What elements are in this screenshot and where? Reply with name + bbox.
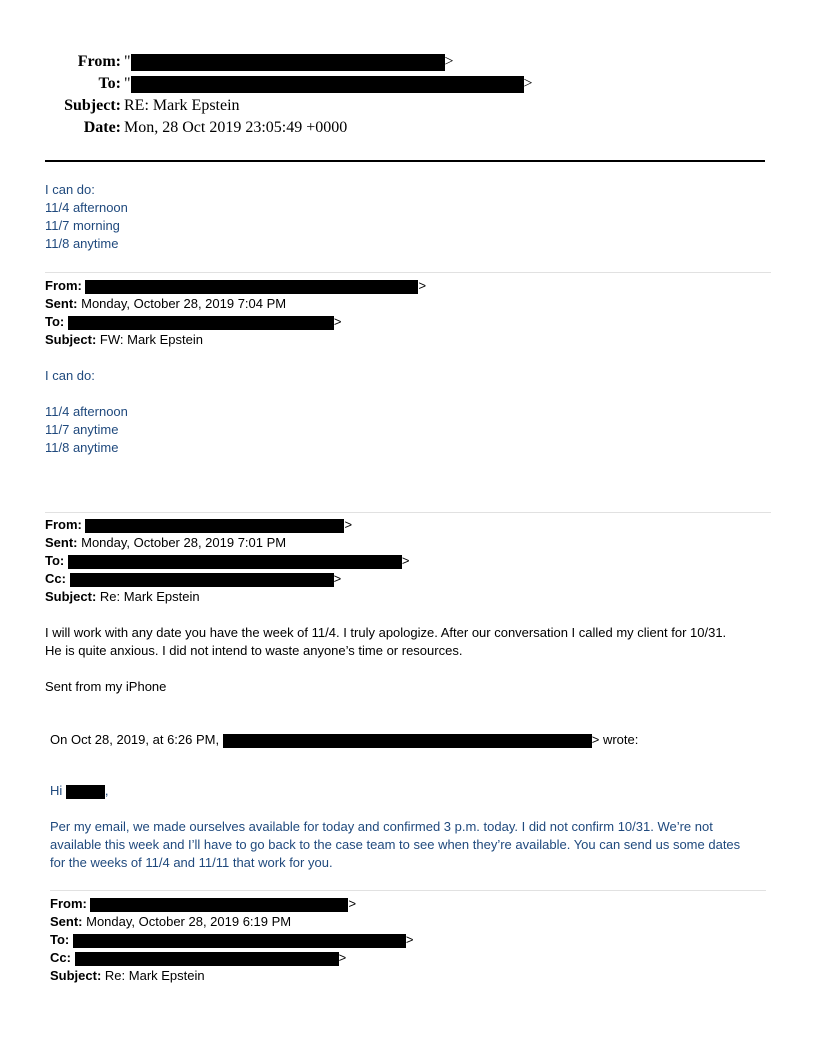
body-line: Per my email, we made ourselves available for today and confirmed 3 p.m. today. I did not confirm 10/31. We’re not	[50, 819, 713, 834]
msg-sent-value: Monday, October 28, 2019 7:01 PM	[81, 535, 287, 550]
redaction-block	[85, 519, 344, 533]
reply-body	[45, 181, 128, 253]
msg-from-gt: >	[344, 517, 353, 532]
header-to-gt: >	[523, 75, 533, 92]
redaction-block	[68, 316, 334, 330]
msg-sent-label: Sent:	[45, 535, 78, 550]
reply-line: 11/4 afternoon	[45, 200, 128, 215]
header-date-label: Date:	[83, 119, 121, 136]
msg-cc-gt: >	[338, 950, 347, 965]
header-to-quote: "	[124, 75, 131, 92]
msg-sent-row	[50, 913, 413, 931]
msg-to-row	[45, 313, 426, 331]
msg-sent-row	[45, 534, 409, 552]
msg-subject-row	[45, 331, 426, 349]
message-separator	[50, 890, 766, 891]
msg-subject-row	[45, 588, 409, 606]
redaction-block	[131, 76, 524, 93]
msg-from-row	[45, 516, 409, 534]
blank-line	[45, 385, 128, 403]
redaction-block	[223, 734, 592, 748]
greeting-text: Hi	[50, 783, 63, 798]
blank-line	[45, 660, 726, 678]
redaction-block	[131, 54, 445, 71]
body-line: 11/4 afternoon	[45, 404, 128, 419]
header-divider	[45, 160, 765, 162]
msg-sent-value: Monday, October 28, 2019 7:04 PM	[81, 296, 287, 311]
header-from-value	[124, 52, 454, 72]
header-to-value	[124, 74, 533, 94]
redaction-block	[75, 952, 339, 966]
body-line: 11/7 anytime	[45, 422, 119, 437]
header-from-label: From:	[77, 53, 121, 70]
msg-from-row	[50, 895, 413, 913]
msg-subject-label: Subject:	[50, 968, 102, 983]
msg-from-row	[45, 277, 426, 295]
msg-subject-value: Re: Mark Epstein	[99, 589, 200, 604]
message-body	[45, 367, 128, 457]
header-date-value: Mon, 28 Oct 2019 23:05:49 +0000	[124, 119, 348, 136]
redaction-block	[68, 555, 402, 569]
msg-to-row	[50, 931, 413, 949]
quoted-body	[50, 818, 740, 872]
msg-sent-row	[45, 295, 426, 313]
message-header	[50, 895, 413, 985]
msg-subject-row	[50, 967, 413, 985]
redaction-block	[85, 280, 418, 294]
msg-to-row	[45, 552, 409, 570]
header-to-label: To:	[98, 75, 121, 92]
msg-cc-label: Cc:	[45, 571, 66, 586]
msg-to-gt: >	[401, 553, 410, 568]
redaction-block	[70, 573, 334, 587]
header-from-gt: >	[444, 53, 454, 70]
msg-from-label: From:	[45, 278, 82, 293]
msg-to-gt: >	[333, 314, 342, 329]
greeting-comma: ,	[104, 783, 109, 798]
body-line: I can do:	[45, 368, 95, 383]
msg-to-label: To:	[45, 314, 65, 329]
body-line: available this week and I’ll have to go back to the case team to see when they’re available. You can send us some dates	[50, 837, 741, 852]
body-line: He is quite anxious. I did not intend to waste anyone’s time or resources.	[45, 643, 463, 658]
reply-line: I can do:	[45, 182, 95, 197]
message-header	[45, 277, 426, 349]
body-line: for the weeks of 11/4 and 11/11 that work for you.	[50, 855, 333, 870]
redaction-block	[90, 898, 348, 912]
msg-sent-label: Sent:	[45, 296, 78, 311]
reply-line: 11/8 anytime	[45, 236, 119, 251]
header-from-quote: "	[124, 53, 131, 70]
body-line: 11/8 anytime	[45, 440, 119, 455]
header-subject-label: Subject:	[64, 97, 121, 114]
message-separator	[45, 512, 771, 513]
msg-subject-value: FW: Mark Epstein	[99, 332, 203, 347]
msg-sent-value: Monday, October 28, 2019 6:19 PM	[86, 914, 292, 929]
body-line: I will work with any date you have the week of 11/4. I truly apologize. After our conversation I called my client for 10/31.	[45, 625, 727, 640]
quote-prefix: On Oct 28, 2019, at 6:26 PM,	[50, 732, 220, 747]
msg-to-label: To:	[45, 553, 65, 568]
signature: Sent from my iPhone	[45, 679, 167, 694]
msg-sent-label: Sent:	[50, 914, 83, 929]
msg-from-label: From:	[45, 517, 82, 532]
msg-to-gt: >	[405, 932, 414, 947]
quoted-greeting	[50, 782, 109, 800]
msg-subject-label: Subject:	[45, 332, 97, 347]
msg-subject-value: Re: Mark Epstein	[104, 968, 205, 983]
reply-line: 11/7 morning	[45, 218, 120, 233]
message-separator	[45, 272, 771, 273]
msg-cc-label: Cc:	[50, 950, 71, 965]
quote-suffix: > wrote:	[591, 732, 639, 747]
header-subject-value: RE: Mark Epstein	[124, 97, 240, 114]
msg-to-label: To:	[50, 932, 70, 947]
msg-cc-gt: >	[333, 571, 342, 586]
msg-subject-label: Subject:	[45, 589, 97, 604]
message-header	[45, 516, 409, 606]
msg-cc-row	[45, 570, 409, 588]
redaction-block	[73, 934, 406, 948]
redaction-block	[66, 785, 105, 799]
msg-from-gt: >	[418, 278, 427, 293]
msg-from-gt: >	[348, 896, 357, 911]
quote-attribution	[50, 731, 638, 749]
email-header	[0, 52, 816, 142]
msg-from-label: From:	[50, 896, 87, 911]
msg-cc-row	[50, 949, 413, 967]
message-body	[45, 624, 726, 696]
